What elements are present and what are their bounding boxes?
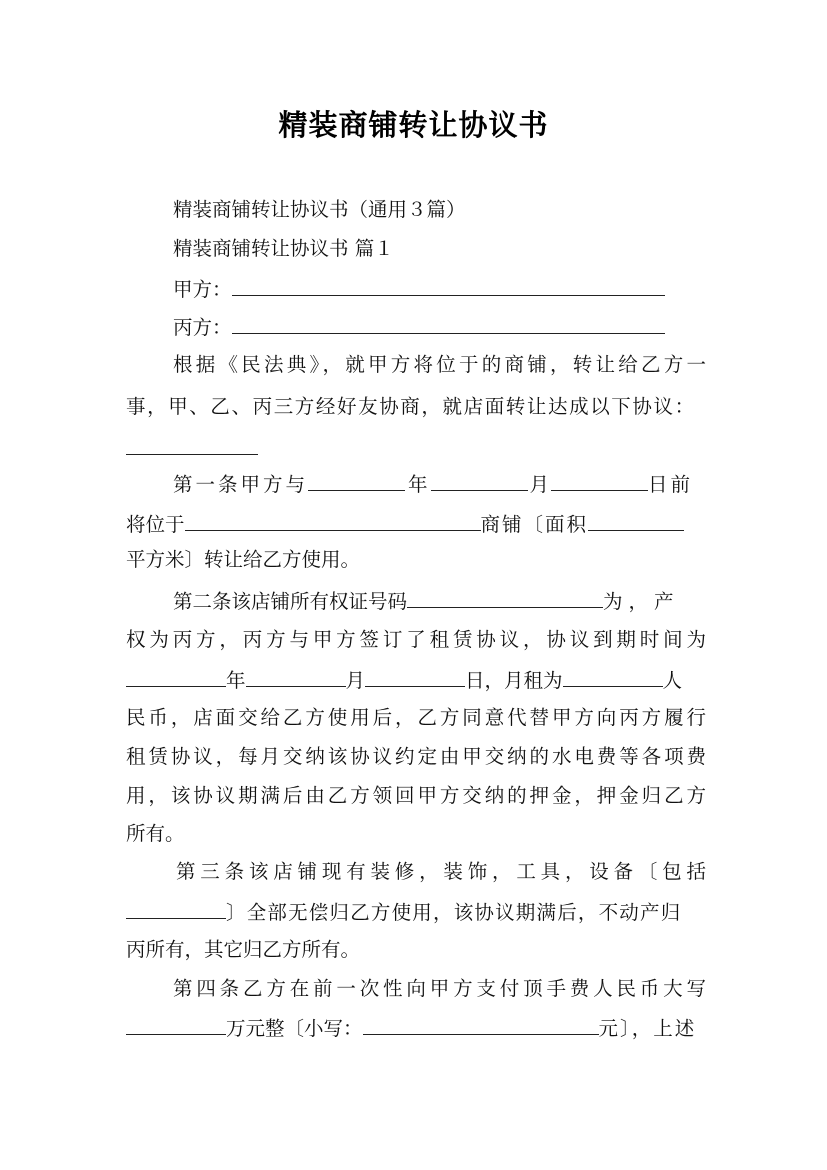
blank <box>563 666 663 687</box>
text-month: 月 <box>345 669 366 692</box>
intro-blank-line <box>126 434 706 463</box>
text-day: 日，月租为 <box>465 669 563 692</box>
article-3-line-1: 第三条该店铺现有装修，装饰，工具，设备〔包括 <box>176 860 706 883</box>
article-2-line-2: 权为丙方，丙方与甲方签订了租赁协议，协议到期时间为 <box>126 628 706 651</box>
article-1-text: 将位于 <box>126 513 185 536</box>
intro-blank <box>126 434 258 455</box>
party-a-line <box>173 275 706 304</box>
party-c-blank <box>232 313 665 334</box>
blank <box>126 898 226 919</box>
article-2-line-6: 用，该协议期满后由乙方领回甲方交纳的押金，押金归乙方 <box>126 784 706 807</box>
article-1-text: 第一条甲方与 <box>173 473 309 496</box>
blank <box>246 666 346 687</box>
article-2-text: 第二条该店铺所有权证号码 <box>173 590 408 613</box>
blank <box>308 470 405 491</box>
blank <box>431 470 528 491</box>
blank <box>551 470 648 491</box>
blank <box>588 510 684 531</box>
blank <box>365 666 465 687</box>
blank <box>126 1014 226 1035</box>
article-2-text: 人 <box>662 669 683 692</box>
article-4-text: 元〕，上述 <box>598 1017 697 1040</box>
article-2-line-1 <box>173 587 706 616</box>
intro-line-1: 根据《民法典》，就甲方将位于的商铺，转让给乙方一 <box>173 353 706 376</box>
article-4-line-1: 第四条乙方在前一次性向甲方支付顶手费人民币大写 <box>173 977 706 1000</box>
text-year: 年 <box>408 473 428 496</box>
article-2-line-7: 所有。 <box>126 822 185 845</box>
party-c-line <box>173 313 706 342</box>
text-month: 月 <box>529 473 550 496</box>
document-title: 精装商铺转让协议书 <box>278 108 549 142</box>
blank <box>363 1014 599 1035</box>
article-3-line-2 <box>126 898 706 927</box>
party-a-label: 甲方： <box>173 278 232 301</box>
subtitle: 精装商铺转让协议书（通用３篇） <box>173 198 466 221</box>
article-1-line-3: 平方米〕转让给乙方使用。 <box>126 548 361 571</box>
party-a-blank <box>232 275 665 296</box>
article-1-line-1 <box>173 470 706 499</box>
article-1-text: 商铺〔面积 <box>480 513 589 536</box>
part-heading: 精装商铺转让协议书 篇１ <box>173 237 394 260</box>
article-4-text: 万元整〔小写： <box>226 1017 363 1040</box>
article-3-line-3: 丙所有，其它归乙方所有。 <box>126 938 361 961</box>
text-year: 年 <box>226 669 246 692</box>
party-c-label: 丙方： <box>173 316 232 339</box>
blank <box>126 666 226 687</box>
article-2-text: 为，产 <box>603 590 680 613</box>
article-2-line-4: 民币，店面交给乙方使用后，乙方同意代替甲方向丙方履行 <box>126 706 706 729</box>
article-1-line-2 <box>126 510 706 539</box>
article-4-line-2 <box>126 1014 706 1043</box>
intro-line-2: 事，甲、乙、丙三方经好友协商，就店面转让达成以下协议： <box>126 395 696 418</box>
blank <box>407 587 603 608</box>
blank <box>185 510 481 531</box>
text-day: 日前 <box>648 473 694 496</box>
article-2-line-3 <box>126 666 706 695</box>
article-2-line-5: 租赁协议，每月交纳该协议约定由甲交纳的水电费等各项费 <box>126 745 706 768</box>
article-3-text: 〕全部无偿归乙方使用，该协议期满后，不动产归 <box>226 901 682 924</box>
